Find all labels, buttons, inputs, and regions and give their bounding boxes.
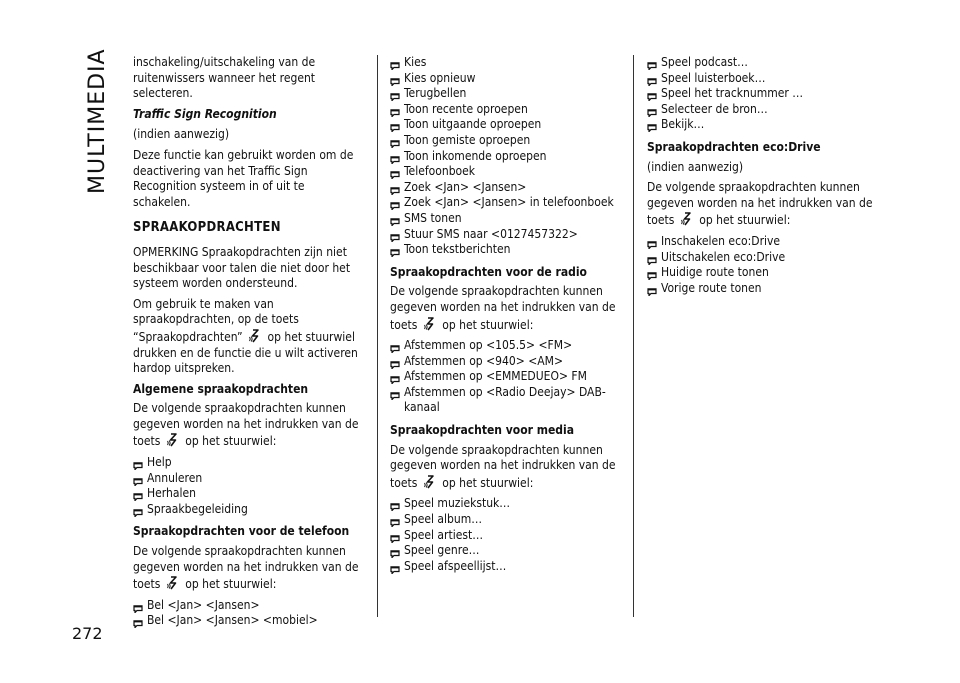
availability-note: (indien aanwezig): [647, 159, 744, 174]
command-item: [390, 543, 622, 559]
text-span: De volgende spraakopdrachten kunnen gegeven worden na het indrukken van de toets: [390, 284, 616, 332]
command-item: [647, 86, 879, 102]
speech-bubble-icon: [390, 373, 400, 381]
paragraph: [390, 443, 622, 492]
command-item: [390, 354, 622, 370]
command-item: [133, 613, 365, 629]
speech-bubble-icon: [133, 490, 143, 498]
speech-bubble-icon: [133, 475, 143, 483]
paragraph: [133, 544, 365, 593]
speech-bubble-icon: [390, 231, 400, 239]
subheading: Spraakopdrachten voor de telefoon: [133, 524, 350, 539]
speech-bubble-icon: [647, 254, 657, 262]
paragraph: [647, 180, 879, 229]
availability-note: (indien aanwezig): [133, 127, 230, 142]
command-item: [390, 211, 622, 227]
command-list: [647, 55, 879, 133]
text-span: Om gebruik te maken van spraakopdrachten, op de toets “Spraakopdrachten”: [133, 296, 299, 344]
command-text: Speel album…: [404, 512, 483, 527]
command-item: [647, 265, 879, 281]
command-item: [647, 250, 879, 266]
command-list: [390, 55, 622, 258]
command-item: [390, 71, 622, 87]
chapter-title: MULTIMEDIA: [85, 48, 110, 194]
command-item: [390, 55, 622, 71]
speech-bubble-icon: [133, 617, 143, 625]
command-text: Speel genre…: [404, 543, 480, 558]
section-heading: SPRAAKOPDRACHTEN: [133, 220, 281, 236]
subheading: Algemene spraakopdrachten: [133, 381, 309, 396]
command-text: Afstemmen op <940> <AM>: [404, 353, 564, 368]
voice-command-icon: [166, 575, 180, 591]
speech-bubble-icon: [390, 547, 400, 555]
command-text: Annuleren: [147, 470, 203, 485]
command-text: Speel podcast…: [661, 55, 748, 69]
command-text: Toon gemiste oproepen: [404, 132, 531, 147]
command-item: [390, 195, 622, 211]
command-text: Afstemmen op <Radio Deejay> DAB-kanaal: [404, 384, 606, 415]
speech-bubble-icon: [647, 90, 657, 98]
speech-bubble-icon: [133, 506, 143, 514]
speech-bubble-icon: [390, 59, 400, 67]
text-span: De volgende spraakopdrachten kunnen gegeven worden na het indrukken van de toets: [133, 401, 359, 449]
command-item: [390, 164, 622, 180]
command-item: [647, 55, 879, 71]
command-text: Speel het tracknummer …: [661, 86, 804, 101]
voice-command-icon: [423, 316, 437, 332]
command-item: [390, 559, 622, 575]
command-text: Zoek <Jan> <Jansen>: [404, 179, 527, 194]
command-item: [133, 471, 365, 487]
speech-bubble-icon: [390, 215, 400, 223]
command-list: [390, 496, 622, 574]
command-item: [390, 133, 622, 149]
command-text: Afstemmen op <EMMEDUEO> FM: [404, 369, 587, 384]
subheading: Spraakopdrachten eco:Drive: [647, 139, 821, 154]
command-text: Toon uitgaande oproepen: [404, 117, 542, 132]
command-text: Bel <Jan> <Jansen>: [147, 597, 260, 612]
command-item: [390, 102, 622, 118]
speech-bubble-icon: [647, 75, 657, 83]
command-text: Toon tekstberichten: [404, 242, 511, 257]
text-span: op het stuurwiel:: [185, 434, 277, 449]
speech-bubble-icon: [390, 121, 400, 129]
speech-bubble-icon: [390, 199, 400, 207]
text-span: De volgende spraakopdrachten kunnen gegeven worden na het indrukken van de toets: [647, 180, 873, 228]
speech-bubble-icon: [390, 358, 400, 366]
speech-bubble-icon: [390, 389, 400, 397]
command-text: Toon recente oproepen: [404, 101, 528, 116]
command-text: Huidige route tonen: [661, 265, 769, 280]
command-item: [133, 502, 365, 518]
text-span: op het stuurwiel:: [699, 213, 791, 228]
speech-bubble-icon: [133, 459, 143, 467]
voice-command-icon: [680, 211, 694, 227]
speech-bubble-icon: [390, 563, 400, 571]
text-span: op het stuurwiel drukken en de functie die u wilt activeren hardop uitspreken.: [133, 329, 358, 376]
voice-command-icon: [166, 432, 180, 448]
command-text: Toon inkomende oproepen: [404, 148, 547, 163]
page-number: 272: [72, 624, 103, 643]
paragraph: [390, 284, 622, 333]
command-text: Herhalen: [147, 486, 196, 501]
command-text: Uitschakelen eco:Drive: [661, 249, 786, 264]
text-span: op het stuurwiel:: [442, 317, 534, 332]
command-item: [390, 117, 622, 133]
command-item: [390, 149, 622, 165]
command-text: Terugbellen: [404, 86, 467, 101]
column-1: [133, 55, 365, 636]
speech-bubble-icon: [390, 168, 400, 176]
command-item: [390, 227, 622, 243]
command-item: [390, 528, 622, 544]
command-list: [133, 455, 365, 517]
command-item: [647, 102, 879, 118]
command-item: [390, 86, 622, 102]
subheading: Traffic Sign Recognition: [133, 106, 277, 121]
command-text: Help: [147, 455, 172, 470]
command-item: [647, 117, 879, 133]
voice-command-icon: [423, 474, 437, 490]
paragraph: Deze functie kan gebruikt worden om de deactivering van het Traffic Sign Recognition systeem in of uit te schakelen.: [133, 147, 354, 209]
command-text: Vorige route tonen: [661, 280, 762, 295]
command-list: [133, 598, 365, 629]
command-item: [390, 369, 622, 385]
command-text: Speel afspeellijst…: [404, 558, 507, 573]
speech-bubble-icon: [390, 75, 400, 83]
paragraph: [133, 297, 365, 377]
subheading: Spraakopdrachten voor media: [390, 423, 574, 438]
subheading: Spraakopdrachten voor de radio: [390, 264, 587, 279]
speech-bubble-icon: [647, 121, 657, 129]
command-item: [647, 71, 879, 87]
command-item: [390, 385, 622, 416]
speech-bubble-icon: [390, 184, 400, 192]
command-list: [647, 234, 879, 296]
text-span: op het stuurwiel:: [442, 475, 534, 490]
column-divider: [633, 55, 634, 617]
text-span: De volgende spraakopdrachten kunnen gegeven worden na het indrukken van de toets: [133, 544, 359, 592]
paragraph: inschakeling/uitschakeling van de ruitenwissers wanneer het regent selecteren.: [133, 55, 316, 101]
text-span: De volgende spraakopdrachten kunnen gegeven worden na het indrukken van de toets: [390, 442, 616, 490]
command-item: [133, 455, 365, 471]
command-list: [390, 338, 622, 416]
speech-bubble-icon: [390, 500, 400, 508]
speech-bubble-icon: [647, 269, 657, 277]
command-text: Kies: [404, 55, 427, 69]
command-text: Afstemmen op <105.5> <FM>: [404, 338, 573, 353]
note-paragraph: OPMERKING Spraakopdrachten zijn niet beschikbaar voor talen die niet door het systeem worden ondersteund.: [133, 244, 351, 291]
command-text: Selecteer de bron…: [661, 101, 768, 116]
speech-bubble-icon: [390, 532, 400, 540]
command-item: [133, 598, 365, 614]
command-item: [390, 512, 622, 528]
command-item: [390, 242, 622, 258]
speech-bubble-icon: [133, 602, 143, 610]
command-text: Inschakelen eco:Drive: [661, 233, 781, 248]
command-text: Bekijk…: [661, 117, 705, 132]
command-text: Speel luisterboek…: [661, 70, 766, 85]
speech-bubble-icon: [390, 106, 400, 114]
command-item: [390, 180, 622, 196]
speech-bubble-icon: [647, 285, 657, 293]
speech-bubble-icon: [390, 90, 400, 98]
text-span: op het stuurwiel:: [185, 577, 277, 592]
column-2: [390, 55, 622, 581]
speech-bubble-icon: [390, 153, 400, 161]
speech-bubble-icon: [390, 342, 400, 350]
voice-command-icon: [248, 328, 262, 344]
speech-bubble-icon: [390, 137, 400, 145]
speech-bubble-icon: [390, 246, 400, 254]
column-divider: [377, 55, 378, 617]
command-text: Zoek <Jan> <Jansen> in telefoonboek: [404, 195, 614, 210]
column-3: [647, 55, 879, 303]
command-item: [133, 486, 365, 502]
command-item: [390, 338, 622, 354]
paragraph: [133, 401, 365, 450]
command-item: [390, 496, 622, 512]
command-text: Speel muziekstuk…: [404, 496, 511, 511]
command-text: Speel artiest…: [404, 527, 484, 542]
command-item: [647, 234, 879, 250]
command-text: Kies opnieuw: [404, 70, 476, 85]
command-text: Telefoonboek: [404, 164, 476, 179]
command-text: SMS tonen: [404, 210, 462, 225]
command-text: Spraakbegeleiding: [147, 501, 248, 516]
speech-bubble-icon: [390, 516, 400, 524]
command-item: [647, 281, 879, 297]
speech-bubble-icon: [647, 106, 657, 114]
speech-bubble-icon: [647, 238, 657, 246]
command-text: Stuur SMS naar <0127457322>: [404, 226, 578, 241]
speech-bubble-icon: [647, 59, 657, 67]
command-text: Bel <Jan> <Jansen> <mobiel>: [147, 613, 318, 628]
